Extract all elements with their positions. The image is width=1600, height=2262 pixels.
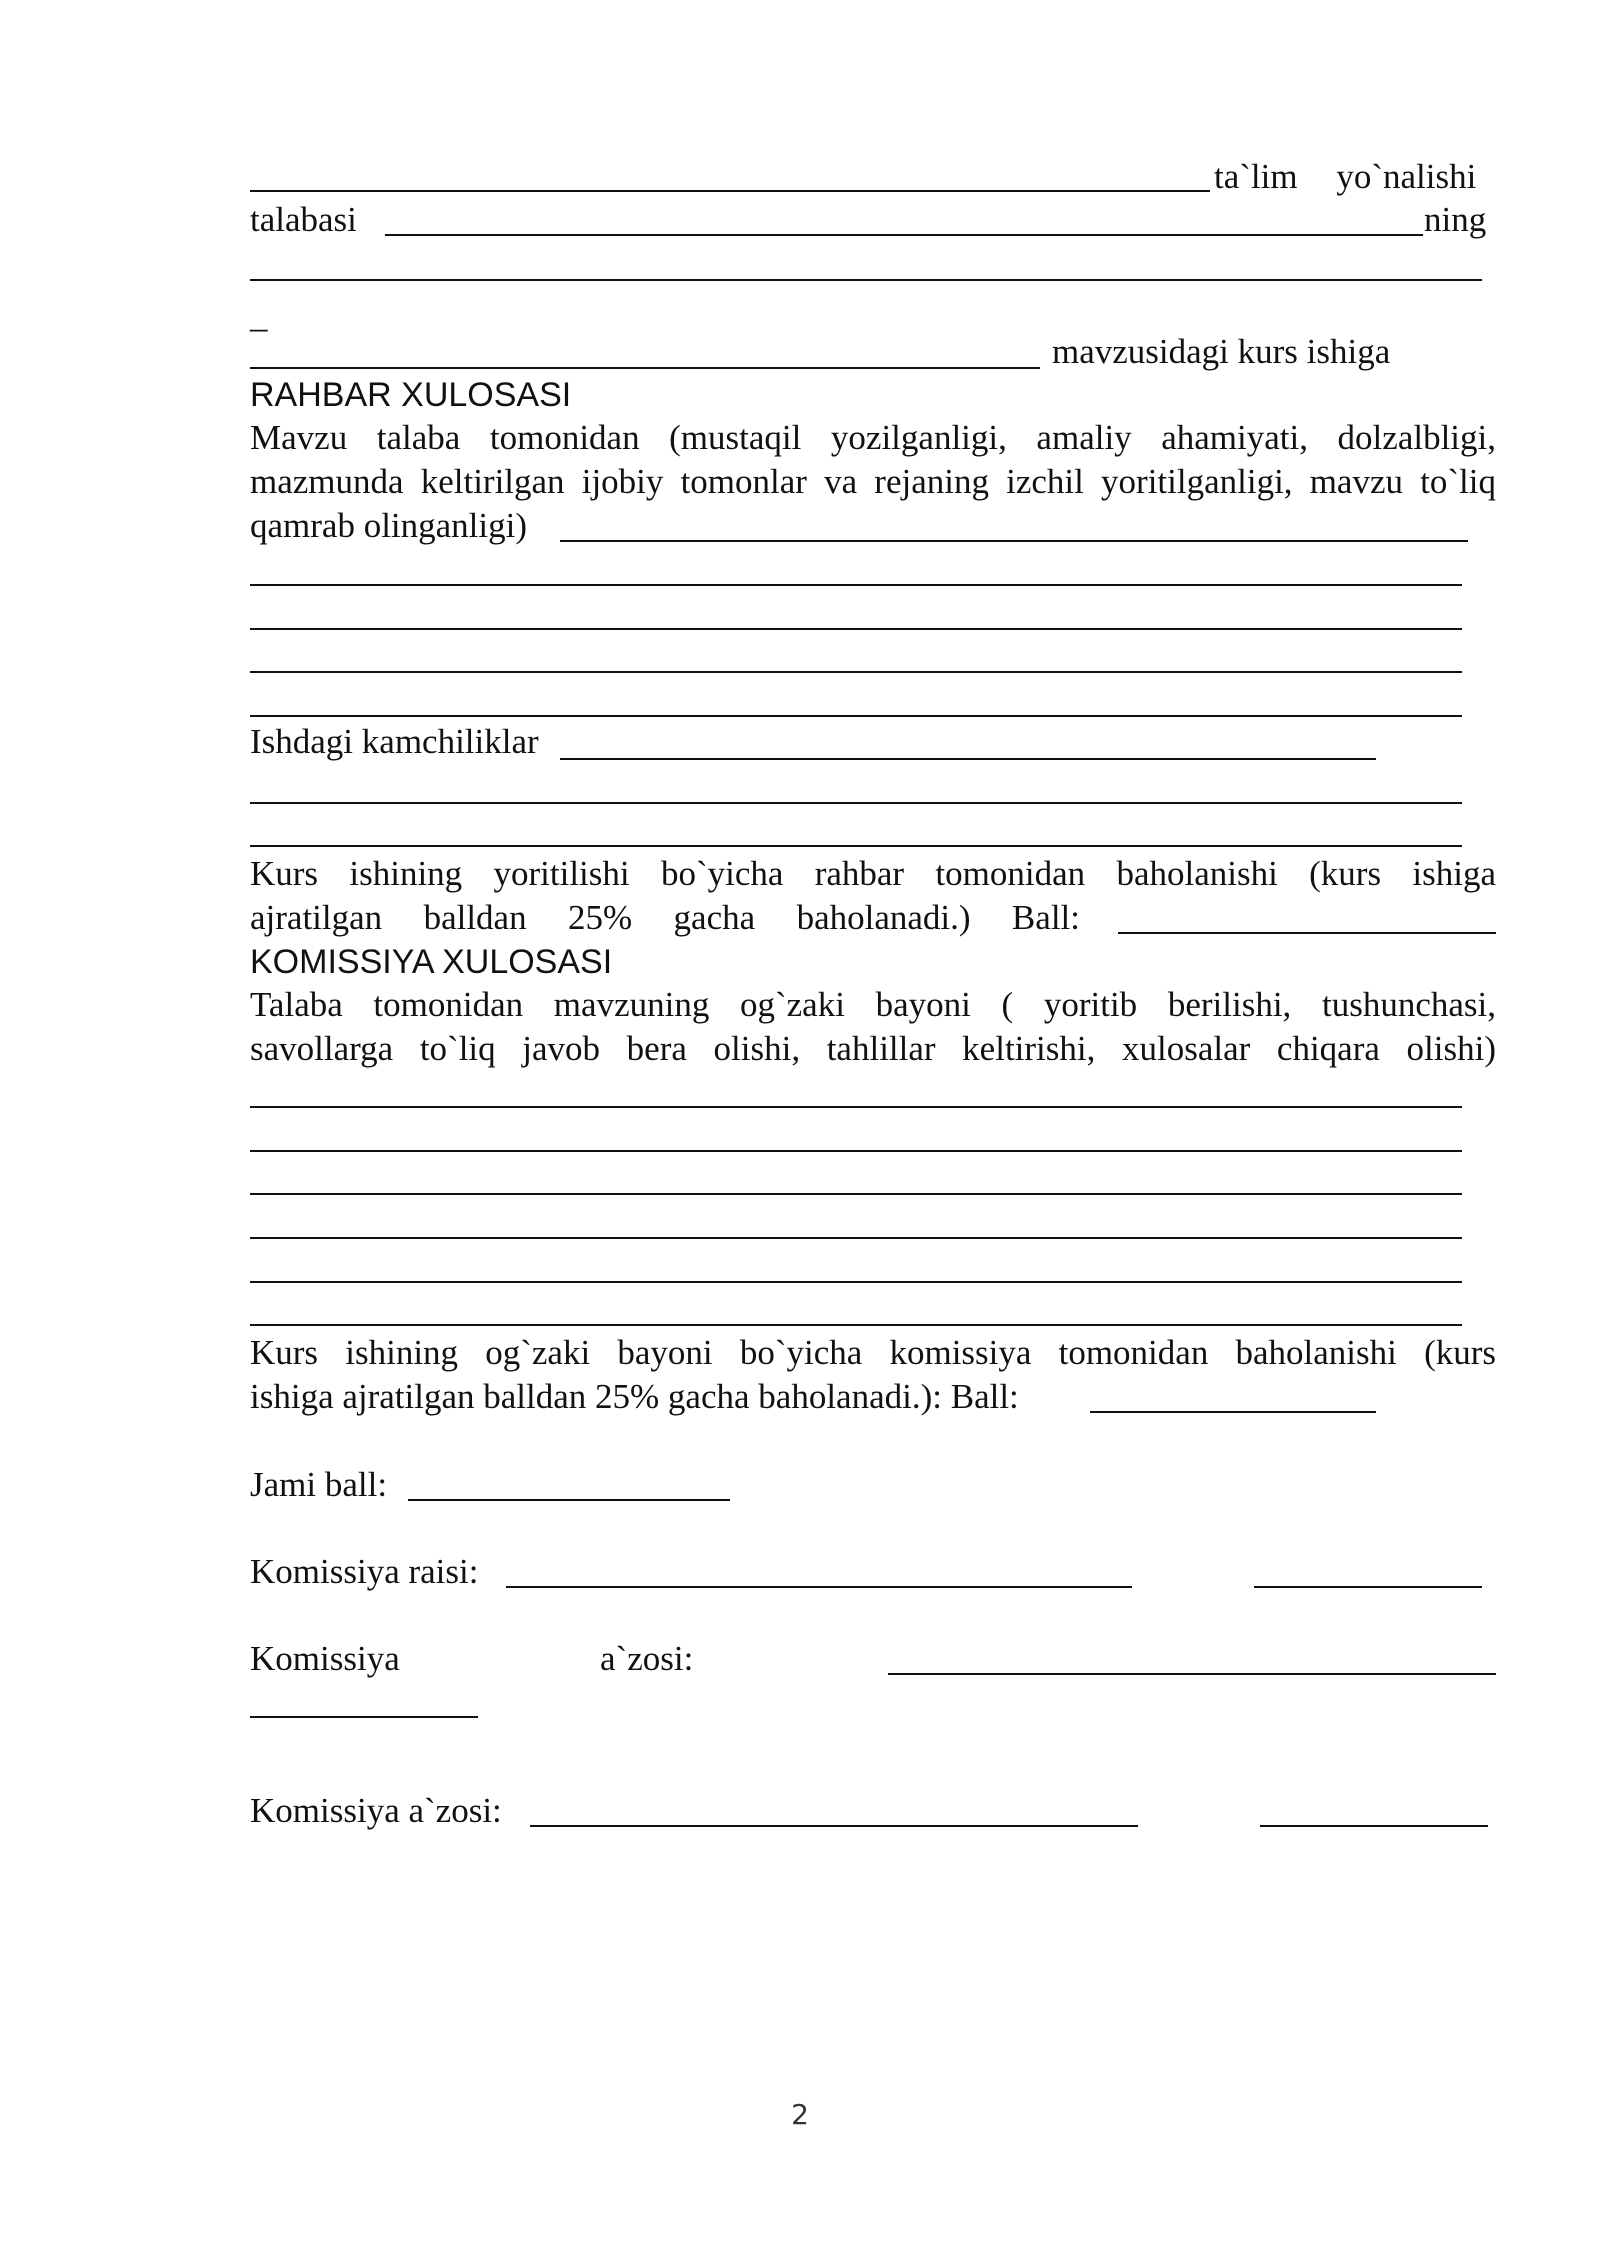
fill-line[interactable] bbox=[250, 1193, 1462, 1195]
komissiya-intro-line: savollarga to`liq javob bera olishi, tahlillar keltirishi, xulosalar chiqara olishi) bbox=[250, 1029, 1496, 1068]
ning-label: ning bbox=[1424, 200, 1487, 239]
azosi-signature-line[interactable] bbox=[250, 1716, 478, 1718]
jami-ball-label: Jami ball: bbox=[250, 1465, 388, 1504]
azosi-name-line[interactable] bbox=[888, 1673, 1496, 1675]
talabasi-label: talabasi bbox=[250, 200, 357, 239]
fill-line[interactable] bbox=[250, 1324, 1462, 1326]
fill-line[interactable] bbox=[250, 671, 1462, 673]
rahbar-intro-line: mazmunda keltirilgan ijobiy tomonlar va rejaning izchil yoritilganligi, mavzu to`liq bbox=[250, 462, 1496, 501]
rahbar-baho-line: ajratilgan balldan 25% gacha baholanadi.) Ball: bbox=[250, 898, 1080, 937]
fill-line[interactable] bbox=[250, 628, 1462, 630]
rahbar-ball-line[interactable] bbox=[1118, 932, 1496, 934]
rahbar-intro-line: qamrab olinganligi) bbox=[250, 506, 528, 545]
komissiya-raisi-label: Komissiya raisi: bbox=[250, 1552, 479, 1591]
fill-line[interactable] bbox=[560, 540, 1468, 542]
azosi2-name-line[interactable] bbox=[530, 1825, 1138, 1827]
kamchiliklar-label: Ishdagi kamchiliklar bbox=[250, 722, 539, 761]
fill-line[interactable] bbox=[250, 1150, 1462, 1152]
fill-line[interactable] bbox=[250, 190, 1210, 192]
fill-line[interactable] bbox=[250, 715, 1462, 717]
komissiya-heading: KOMISSIYA XULOSASI bbox=[250, 943, 613, 981]
fill-line[interactable] bbox=[250, 1106, 1462, 1108]
fill-line[interactable] bbox=[250, 1281, 1462, 1283]
jami-ball-line[interactable] bbox=[408, 1499, 730, 1501]
rahbar-heading: RAHBAR XULOSASI bbox=[250, 376, 572, 414]
fill-line[interactable] bbox=[250, 1237, 1462, 1239]
fill-line[interactable] bbox=[560, 758, 1376, 760]
raisi-signature-line[interactable] bbox=[1254, 1586, 1482, 1588]
komissiya-azosi-word: a`zosi: bbox=[600, 1639, 694, 1678]
rahbar-intro-line: Mavzu talaba tomonidan (mustaqil yozilganligi, amaliy ahamiyati, dolzalbligi, bbox=[250, 418, 1496, 457]
fill-line[interactable] bbox=[250, 279, 1482, 281]
azosi2-signature-line[interactable] bbox=[1260, 1825, 1488, 1827]
topic-line[interactable] bbox=[250, 367, 1040, 369]
komissiya-azosi-word: Komissiya bbox=[250, 1639, 400, 1678]
fill-line[interactable] bbox=[250, 584, 1462, 586]
talim-yonalishi-label: ta`lim yo`nalishi bbox=[1214, 157, 1477, 196]
raisi-name-line[interactable] bbox=[506, 1586, 1132, 1588]
fill-line[interactable] bbox=[250, 802, 1462, 804]
fill-line[interactable] bbox=[250, 845, 1462, 847]
komissiya-baho-line: ishiga ajratilgan balldan 25% gacha baholanadi.): Ball: bbox=[250, 1377, 1019, 1416]
rahbar-baho-line: Kurs ishining yoritilishi bo`yicha rahbar tomonidan baholanishi (kurs ishiga bbox=[250, 854, 1496, 893]
komissiya-baho-line: Kurs ishining og`zaki bayoni bo`yicha komissiya tomonidan baholanishi (kurs bbox=[250, 1333, 1496, 1372]
komissiya-intro-line: Talaba tomonidan mavzuning og`zaki bayoni ( yoritib berilishi, tushunchasi, bbox=[250, 985, 1496, 1024]
student-name-line[interactable] bbox=[385, 234, 1423, 236]
page-number: 2 bbox=[791, 2098, 809, 2131]
dash-mark: _ bbox=[250, 296, 268, 335]
komissiya-ball-line[interactable] bbox=[1090, 1411, 1376, 1413]
mavzusidagi-label: mavzusidagi kurs ishiga bbox=[1052, 332, 1391, 371]
komissiya-azosi-label: Komissiya a`zosi: bbox=[250, 1791, 502, 1830]
